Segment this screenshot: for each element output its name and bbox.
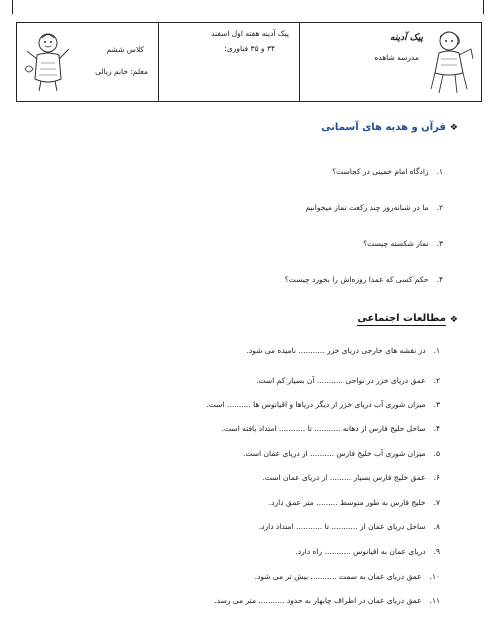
quran-question-2: ۲.ما در شبانه‌روز چند رکعت نماز میخوانیم [305,203,443,212]
section-quran-heading [321,122,458,134]
children-illustration-icon [23,29,73,93]
social-question-3: ۳.میزان شوری آب دریای خزر از دیگر دریاها و اقیانوس ها .......... است. [206,400,440,409]
social-question-8: ۸.ساحل دریای عمان از ........... تا ........... امتداد دارد. [258,522,440,531]
section-social-title: مطالعات اجتماعی [357,313,446,324]
section-social-heading [357,313,458,326]
social-question-4: ۴.ساحل خلیج فارس از دهانه ........... تا ........... امتداد یافته است. [221,424,440,433]
social-question-9: ۹.دریای عمان به اقیانوس ........... راه دارد. [295,547,440,556]
student-illustration-icon [427,27,475,95]
header-middle-cell [158,23,299,101]
header-pages-line: ۳۴ و ۳۵ فناوری: [224,44,275,53]
social-question-1: ۱.در نقشه های خارجی دریای خزر ........... نامیده می شود. [246,346,440,355]
diamond-bullet-icon: ❖ [449,314,458,325]
class-label: کلاس ششم [106,45,144,54]
social-question-2: ۲.عمق دریای خزر در نواحی ........... آن بسیار کم است. [256,376,440,385]
social-question-7: ۷.خلیج فارس به طور متوسط ......... متر عمق دارد. [268,498,440,507]
section-quran-title: قرآن و هدیه های آسمانی [321,122,446,133]
teacher-label: معلم: خانم زیالی [95,67,148,76]
social-question-6: ۶.عمق خلیج فارس بسیار ......... از دریای عمان است. [262,473,440,482]
brand-title: پیک آدینه [390,33,423,43]
quran-question-4: ۴.حکم کسی که عمدا روزه‌اش را بخورد چیست؟ [284,275,443,284]
header-left-cell [17,23,158,101]
quran-question-3: ۳.نماز شکسته چیست؟ [363,239,443,248]
social-question-5: ۵.میزان شوری آب خلیج فارس .......... از دریای عمان است. [242,449,440,458]
social-question-10: ۱۰.عمق دریای عمان به سمت ........... بیش تر می شود. [254,572,440,581]
header-title-line: پیک آدینه هفته اول اسفند [211,29,289,38]
diamond-bullet-icon: ❖ [449,123,458,133]
header-box [16,22,482,102]
quran-question-1: ۱.زادگاه امام خمینی در کجاست؟ [332,167,443,176]
social-question-11: ۱۱.عمق دریای عمان در اطراف چابهار به حدود ........... متر می رسد. [214,596,440,605]
school-label: مدرسه شاهده [374,53,419,62]
top-border [12,0,484,14]
header-right-cell [299,23,481,101]
